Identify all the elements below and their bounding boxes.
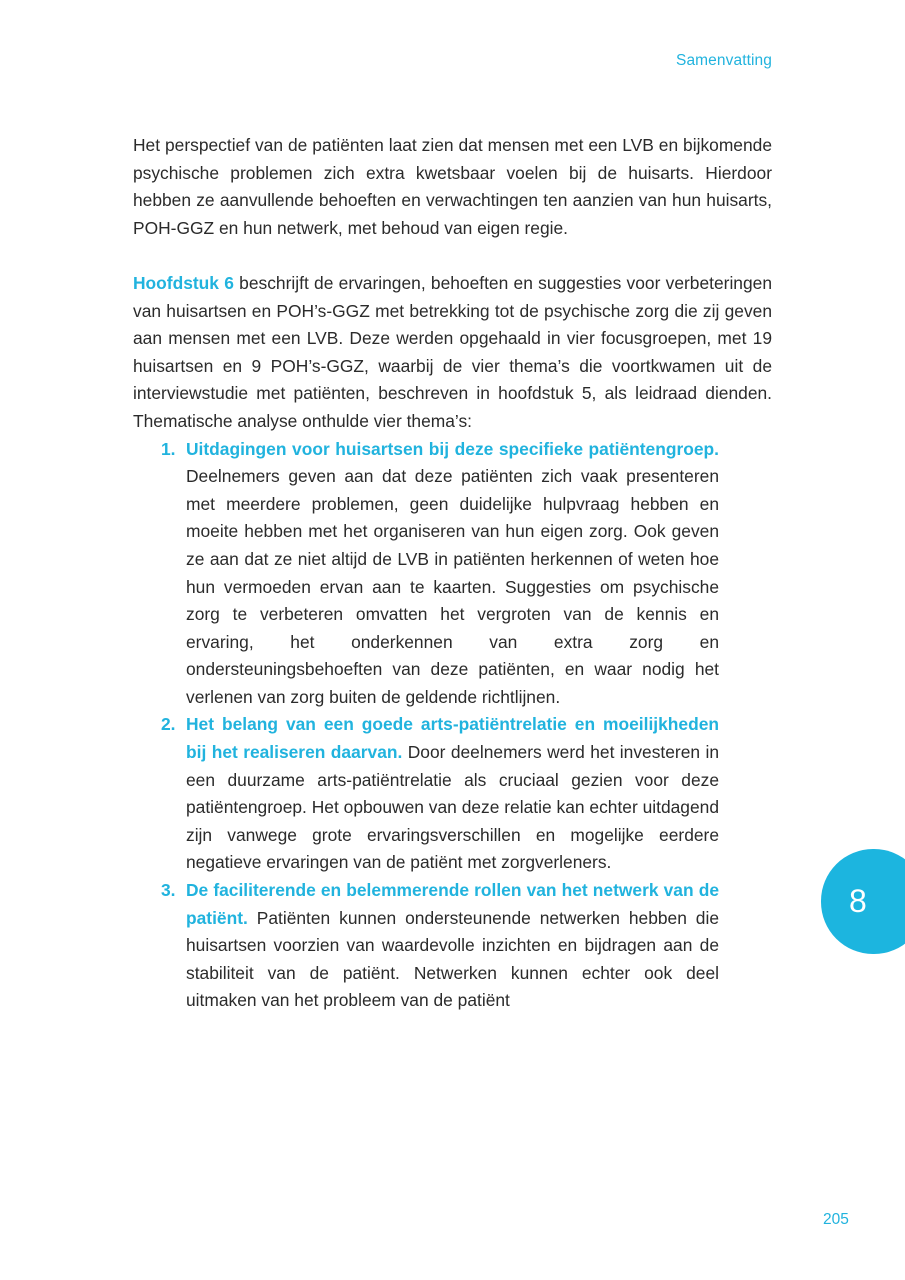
chapter-tab: 8: [821, 849, 905, 954]
list-item: [133, 877, 719, 1015]
theme-list: [133, 436, 772, 1015]
theme-text: Patiënten kunnen ondersteunende netwerken hebben die huisartsen voorzien van waardevolle inzichten en bijdragen aan de stabiliteit van de patiënt. Netwerken kunnen echter ook deel uitmaken van het probleem van de patiënt: [186, 907, 719, 1011]
theme-title: Het belang van een goede arts-patiëntrelatie en moeilijkheden bij het realiseren daarvan.: [186, 714, 719, 763]
chapter-description: beschrijft de ervaringen, behoeften en suggesties voor verbeteringen van huisartsen en POH’s-GGZ met betrekking tot de psychische zorg die zij geven aan mensen met een LVB. Deze werden opgehaald in vier focusgroepen, met 19 huisartsen en 9 POH’s-GGZ, waarbij de vier thema’s die voortkwamen uit de interviewstudie met patiënten, beschreven in hoofdstuk 5, als leidraad dienden. Thematische analyse onthulde vier thema’s:: [133, 272, 772, 431]
main-text: [133, 132, 772, 1015]
list-number: 2.: [161, 714, 176, 735]
chapter-reference: Hoofdstuk 6: [133, 272, 234, 293]
theme-text: Door deelnemers werd het investeren in een duurzame arts-patiëntrelatie als cruciaal gezien voor deze patiëntengroep. Het opbouwen van deze relatie kan echter uitdagend zijn vanwege grote ervaringsverschillen en mogelijke eerdere negatieve ervaringen van de patiënt met zorgverleners.: [186, 742, 719, 873]
theme-text: Deelnemers geven aan dat deze patiënten zich vaak presenteren met meerdere problemen, geen duidelijke hulpvraag hebben en moeite hebben met het organiseren van hun eigen zorg. Ook geven ze aan dat ze niet altijd de LVB in patiënten herkennen of weten hoe hun vermoeden ervan aan te kaarten. Suggesties om psychische zorg te verbeteren omvatten het vergroten van de kennis en ervaring, het onderkennen van extra zorg en ondersteuningsbehoeften van deze patiënten, en waar nodig het verlenen van zorg buiten de geldende richtlijnen.: [186, 466, 719, 707]
list-item: [133, 711, 719, 877]
intro-paragraph: Het perspectief van de patiënten laat zien dat mensen met een LVB en bijkomende psychische problemen zich extra kwetsbaar voelen bij de huisarts. Hierdoor hebben ze aanvullende behoeften en verwachtingen ten aanzien van hun huisarts, POH-GGZ en hun netwerk, met behoud van eigen regie.: [133, 135, 772, 238]
chapter-paragraph: [133, 270, 772, 436]
list-number: 1.: [161, 438, 176, 459]
theme-title: Uitdagingen voor huisartsen bij deze specifieke patiëntengroep.: [186, 438, 719, 459]
page-number: 205: [823, 1211, 849, 1228]
list-item: [133, 436, 719, 712]
running-header: Samenvatting: [676, 52, 772, 69]
theme-title: De faciliterende en belemmerende rollen van het netwerk van de patiënt.: [186, 880, 719, 928]
list-number: 3.: [161, 880, 176, 901]
